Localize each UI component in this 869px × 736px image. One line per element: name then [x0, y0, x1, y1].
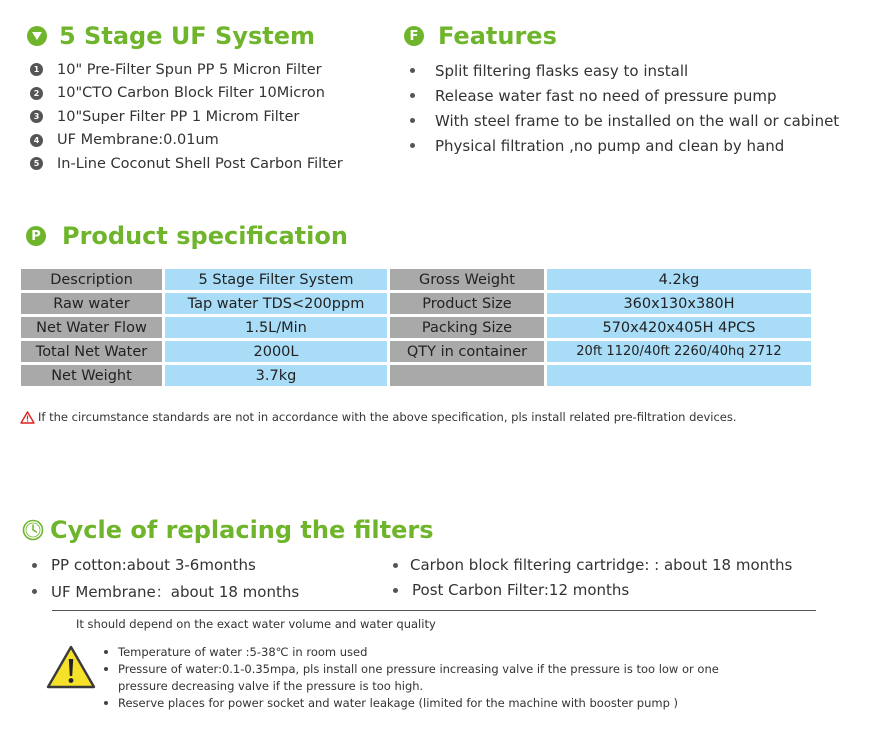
tip-text: Pressure of water:0.1-0.35mpa, pls install one pressure increasing valve if the pressure is too low or one — [118, 662, 719, 676]
bullet-icon — [393, 588, 398, 593]
clock-icon — [22, 519, 44, 541]
spec-value: 5 Stage Filter System — [165, 269, 387, 290]
list-item — [410, 58, 839, 83]
spec-value: 570x420x405H 4PCS — [547, 317, 811, 338]
list-item — [104, 678, 719, 695]
spec-value: 3.7kg — [165, 365, 387, 386]
list-item — [104, 695, 719, 712]
bullet-icon — [410, 68, 415, 73]
bullet-icon — [410, 118, 415, 123]
stage-item-text: 10"Super Filter PP 1 Microm Filter — [57, 108, 300, 125]
spec-label: Total Net Water — [21, 341, 162, 362]
list-item — [32, 581, 299, 602]
letter-f-icon: F — [404, 26, 424, 46]
cycle-item-text: PP cotton:about 3-6months — [51, 556, 256, 574]
list-item — [104, 661, 719, 678]
bullet-icon — [32, 563, 37, 568]
stage-header — [27, 22, 315, 50]
spec-value: 20ft 1120/40ft 2260/40hq 2712 — [547, 341, 811, 362]
spec-label: Net Water Flow — [21, 317, 162, 338]
stage-item-text: 10"CTO Carbon Block Filter 10Micron — [57, 85, 325, 102]
cycle-header — [22, 516, 434, 544]
list-item — [30, 105, 343, 129]
bullet-icon — [410, 143, 415, 148]
table-row — [21, 365, 811, 386]
tip-text: Reserve places for power socket and water leakage (limited for the machine with booster pump ) — [118, 696, 679, 710]
features-header — [404, 22, 557, 50]
list-item — [410, 108, 839, 133]
cycle-note: It should depend on the exact water volume and water quality — [76, 617, 436, 631]
warning-caution-icon — [46, 645, 96, 693]
bullet-icon — [104, 667, 108, 671]
warning-triangle-icon — [20, 411, 35, 424]
bullet-icon — [393, 563, 398, 568]
stage-title: 5 Stage UF System — [59, 22, 316, 50]
spec-table — [18, 266, 814, 389]
number-badge: 1 — [30, 63, 43, 76]
spec-header — [26, 222, 348, 250]
feature-text: Release water fast no need of pressure pump — [435, 86, 777, 105]
cycle-item-text: UF Membrane：about 18 months — [51, 583, 300, 601]
spec-label: Net Weight — [21, 365, 162, 386]
stage-item-text: 10" Pre-Filter Spun PP 5 Micron Filter — [57, 61, 322, 78]
down-triangle-icon — [27, 26, 47, 46]
spec-value: 360x130x380H — [547, 293, 811, 314]
spec-label: Packing Size — [390, 317, 544, 338]
letter-p-icon: P — [26, 226, 46, 246]
features-list — [410, 58, 839, 158]
bullet-icon — [104, 701, 108, 705]
stage-item-text: In-Line Coconut Shell Post Carbon Filter — [57, 155, 343, 172]
list-item — [393, 556, 792, 574]
spec-label: Product Size — [390, 293, 544, 314]
stage-item-text: UF Membrane:0.01um — [57, 132, 219, 149]
cycle-title: Cycle of replacing the filters — [50, 516, 434, 544]
spec-title: Product specification — [62, 222, 348, 250]
stage-list — [30, 58, 343, 176]
list-item — [30, 82, 343, 106]
feature-text: Split filtering flasks easy to install — [435, 61, 689, 80]
spec-label: Raw water — [21, 293, 162, 314]
features-title: Features — [438, 22, 557, 50]
table-row — [21, 317, 811, 338]
spec-label — [390, 365, 544, 386]
number-badge: 4 — [30, 134, 43, 147]
tip-text: Temperature of water :5-38℃ in room used — [118, 645, 368, 659]
spec-label: QTY in container — [390, 341, 544, 362]
number-badge: 5 — [30, 157, 43, 170]
table-row — [21, 341, 811, 362]
table-row — [21, 293, 811, 314]
feature-text: Physical filtration ,no pump and clean by hand — [435, 136, 785, 155]
tips-list — [104, 644, 719, 712]
spec-label: Gross Weight — [390, 269, 544, 290]
list-item — [32, 556, 256, 574]
spec-warning-note — [20, 410, 737, 424]
spec-value — [547, 365, 811, 386]
number-badge: 3 — [30, 110, 43, 123]
table-row — [21, 269, 811, 290]
spec-value: 2000L — [165, 341, 387, 362]
bullet-icon — [32, 589, 37, 594]
list-item — [30, 58, 343, 82]
bullet-icon — [104, 650, 108, 654]
list-item — [393, 581, 629, 599]
number-badge: 2 — [30, 87, 43, 100]
list-item — [104, 644, 719, 661]
spec-value: 1.5L/Min — [165, 317, 387, 338]
bullet-icon — [410, 93, 415, 98]
list-item — [410, 133, 839, 158]
cycle-item-text: Carbon block filtering cartridge: : about 18 months — [410, 556, 793, 574]
spec-label: Description — [21, 269, 162, 290]
feature-text: With steel frame to be installed on the wall or cabinet — [435, 111, 840, 130]
warning-note-text: If the circumstance standards are not in accordance with the above specification, pls install related pre-filtration devices. — [38, 410, 737, 424]
divider — [52, 610, 816, 611]
cycle-item-text: Post Carbon Filter:12 months — [412, 581, 630, 599]
list-item — [30, 152, 343, 176]
tip-text: pressure decreasing valve if the pressure is too high. — [118, 679, 424, 693]
list-item — [410, 83, 839, 108]
spec-value: Tap water TDS<200ppm — [165, 293, 387, 314]
spec-value: 4.2kg — [547, 269, 811, 290]
list-item — [30, 129, 343, 153]
